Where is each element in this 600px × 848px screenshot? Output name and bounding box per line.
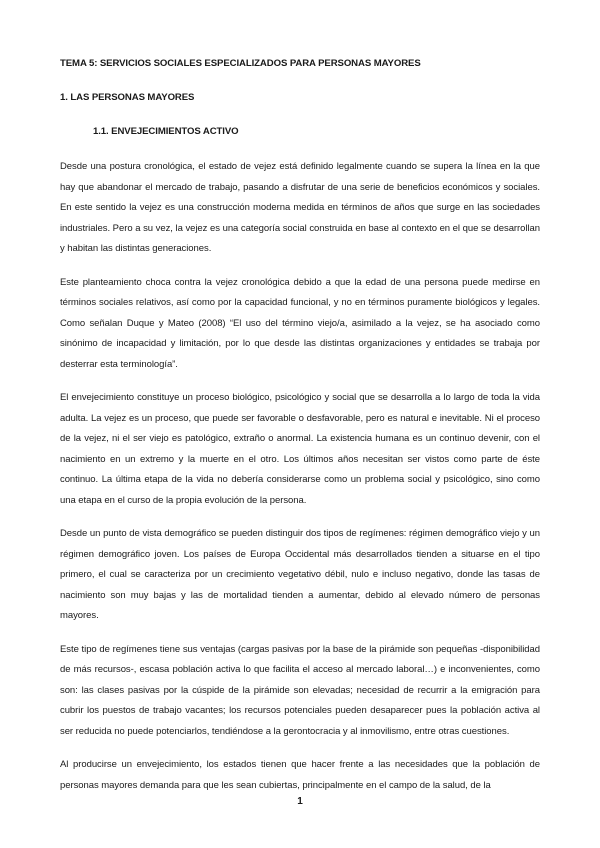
paragraph-2: Este planteamiento choca contra la vejez cronológica debido a que la edad de una persona puede medirse en términos sociales relativos, así como por la capacidad funcional, y no en términos puramente biológicos y legales. Como señalan Duque y Mateo (2008) “El uso del término viejo/a, asimilado a la vejez, se ha asociado como sinónimo de incapacidad y limitación, por lo que desde las distintas organizaciones y entidades se trabaja por desterrar esta terminología”. [60, 276, 540, 370]
subsection-heading: 1.1. ENVEJECIMIENTOS ACTIVO [93, 126, 239, 137]
page-number: 1 [297, 796, 303, 807]
paragraph-6: Al producirse un envejecimiento, los estados tienen que hacer frente a las necesidades que la población de personas mayores demanda para que les sean cubiertas, principalmente en el campo de la salud, de la [60, 759, 540, 791]
paragraph-3: El envejecimiento constituye un proceso biológico, psicológico y social que se desarrolla a lo largo de toda la vida adulta. La vejez es un proceso, que puede ser favorable o desfavorable, pero es natural e inevitable. Ni el proceso de la vejez, ni el ser viejo es patológico, extraño o anormal. La existencia humana es un continuo devenir, con el nacimiento en un extremo y la muerte en el otro. Los últimos años necesitan ser vistos como parte de éste continuo. La última etapa de la vida no debería considerarse como un problema social y psicológico, sino como una etapa en el curso de la propia evolución de la persona. [60, 392, 540, 506]
paragraph-1: Desde una postura cronológica, el estado de vejez está definido legalmente cuando se supera la línea en la que hay que abandonar el mercado de trabajo, pasando a disfrutar de una serie de beneficios económicos y sociales. En este sentido la vejez es una construcción moderna medida en términos de años que surge en las sociedades industriales. Pero a su vez, la vejez es una categoría social construida en base al contexto en el que se desarrollan y habitan las distintas generaciones. [60, 161, 540, 254]
paragraph-4: Desde un punto de vista demográfico se pueden distinguir dos tipos de regímenes: régimen demográfico viejo y un régimen demográfico joven. Los países de Europa Occidental más desarrollados tienden a situarse en el tipo primero, el cual se caracteriza por un crecimiento vegetativo débil, nulo e incluso negativo, donde las tasas de nacimiento son muy bajas y las de mortalidad tienden a aumentar, debido al elevado número de personas mayores. [60, 528, 540, 621]
section-heading: 1. LAS PERSONAS MAYORES [60, 92, 195, 103]
paragraph-5: Este tipo de regímenes tiene sus ventajas (cargas pasivas por la base de la pirámide son pequeñas -disponibilidad de más recursos-, escasa población activa lo que facilita el acceso al mercado laboral…) e inconvenientes, como son: las clases pasivas por la cúspide de la pirámide son elevadas; necesidad de recurrir a la emigración para cubrir los puestos de trabajo vacantes; los recursos potenciales pueden desaparecer pues la población activa al ser reducida no puede potenciarlos, tendiéndose a la gerontocracia y al inmovilismo, entre otras cuestiones. [60, 643, 540, 737]
document-title: TEMA 5: SERVICIOS SOCIALES ESPECIALIZADOS PARA PERSONAS MAYORES [60, 58, 421, 69]
